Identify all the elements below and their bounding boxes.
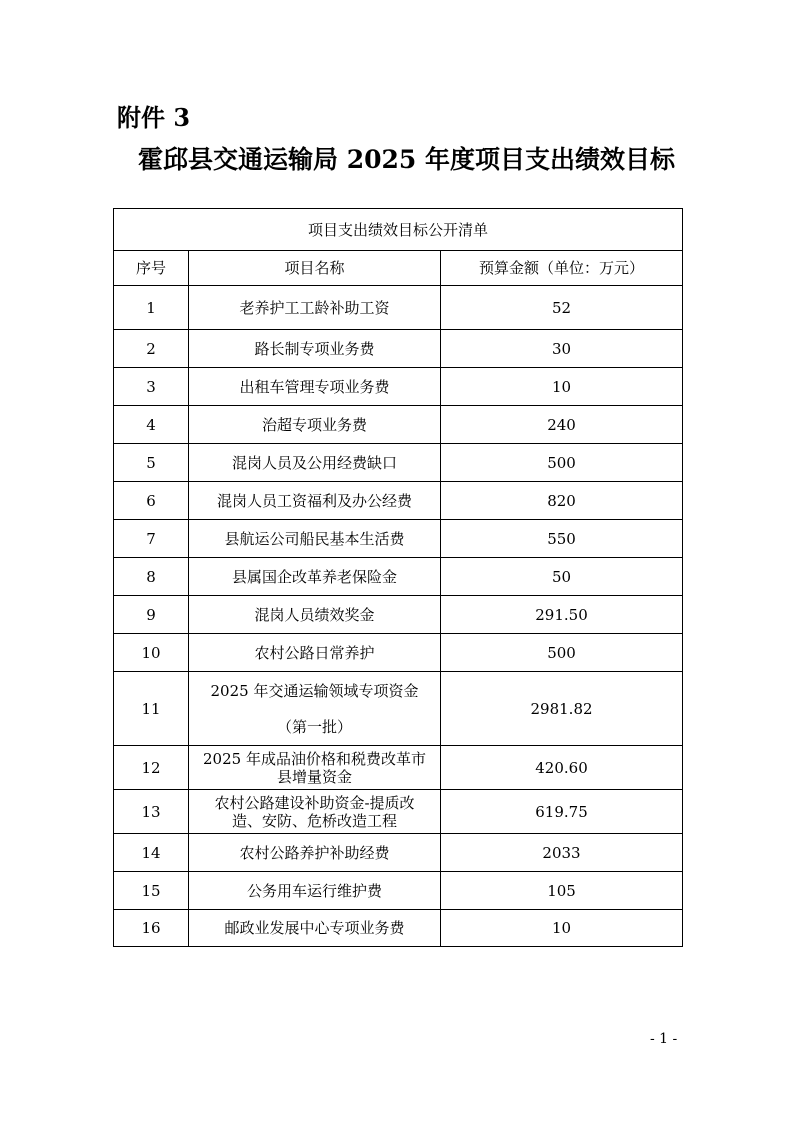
row-budget: 820	[441, 482, 683, 520]
row-name: 农村公路日常养护	[189, 634, 441, 672]
row-name: 县属国企改革养老保险金	[189, 558, 441, 596]
row-index: 10	[114, 634, 189, 672]
table-row	[114, 406, 683, 444]
table-row	[114, 558, 683, 596]
table-row	[114, 520, 683, 558]
table-row	[114, 634, 683, 672]
row-name-line-2: 县增量资金	[276, 767, 352, 786]
row-budget: 291.50	[441, 596, 683, 634]
row-name: 混岗人员绩效奖金	[189, 596, 441, 634]
row-name: 公务用车运行维护费	[189, 872, 441, 910]
table-row	[114, 368, 683, 406]
row-name: 邮政业发展中心专项业务费	[189, 910, 441, 947]
row-budget: 105	[441, 872, 683, 910]
row-index: 2	[114, 330, 189, 368]
row-budget: 240	[441, 406, 683, 444]
table-row	[114, 910, 683, 947]
row-index: 4	[114, 406, 189, 444]
row-budget: 30	[441, 330, 683, 368]
header-name: 项目名称	[189, 251, 441, 286]
row-budget: 550	[441, 520, 683, 558]
row-budget: 2033	[441, 834, 683, 872]
table-row	[114, 444, 683, 482]
table-row	[114, 746, 683, 790]
table-row	[114, 672, 683, 746]
table-row	[114, 834, 683, 872]
row-name: 农村公路养护补助经费	[189, 834, 441, 872]
table-row	[114, 596, 683, 634]
row-budget: 500	[441, 444, 683, 482]
row-name-line-2: （第一批）	[276, 717, 352, 736]
table-row	[114, 872, 683, 910]
row-index: 15	[114, 872, 189, 910]
table-header-row	[114, 251, 683, 286]
row-index: 12	[114, 746, 189, 790]
document-title: 霍邱县交通运输局 2025 年度项目支出绩效目标	[138, 145, 675, 174]
table-caption: 项目支出绩效目标公开清单	[114, 209, 683, 251]
row-name-line-2: 造、安防、危桥改造工程	[231, 811, 397, 830]
row-budget: 10	[441, 910, 683, 947]
row-budget: 50	[441, 558, 683, 596]
row-name: 路长制专项业务费	[189, 330, 441, 368]
row-index: 3	[114, 368, 189, 406]
table-row	[114, 482, 683, 520]
row-name: 混岗人员及公用经费缺口	[189, 444, 441, 482]
row-budget: 52	[441, 286, 683, 330]
row-name: 混岗人员工资福利及办公经费	[189, 482, 441, 520]
row-name: 治超专项业务费	[189, 406, 441, 444]
page-number: - 1 -	[650, 1031, 678, 1047]
table-row	[114, 790, 683, 834]
table-row	[114, 330, 683, 368]
row-name: 县航运公司船民基本生活费	[189, 520, 441, 558]
row-name: 老养护工工龄补助工资	[189, 286, 441, 330]
attachment-label: 附件 3	[117, 103, 191, 132]
row-index: 11	[114, 672, 189, 746]
row-name	[189, 672, 441, 746]
row-name-line-1: 2025 年交通运输领域专项资金	[210, 681, 419, 700]
row-index: 6	[114, 482, 189, 520]
row-budget: 420.60	[441, 746, 683, 790]
row-name-line-1: 2025 年成品油价格和税费改革市	[203, 749, 426, 768]
row-name	[189, 790, 441, 834]
row-index: 14	[114, 834, 189, 872]
header-index: 序号	[114, 251, 189, 286]
row-index: 1	[114, 286, 189, 330]
row-name-line-1: 农村公路建设补助资金-提质改	[214, 793, 415, 812]
row-index: 9	[114, 596, 189, 634]
row-budget: 2981.82	[441, 672, 683, 746]
table-caption-row	[114, 209, 683, 251]
table-row	[114, 286, 683, 330]
row-index: 16	[114, 910, 189, 947]
header-budget: 预算金额（单位：万元）	[441, 251, 683, 286]
row-name: 出租车管理专项业务费	[189, 368, 441, 406]
row-budget: 619.75	[441, 790, 683, 834]
budget-table	[113, 208, 683, 947]
row-budget: 500	[441, 634, 683, 672]
row-index: 5	[114, 444, 189, 482]
row-index: 8	[114, 558, 189, 596]
row-index: 13	[114, 790, 189, 834]
row-name	[189, 746, 441, 790]
row-budget: 10	[441, 368, 683, 406]
row-index: 7	[114, 520, 189, 558]
